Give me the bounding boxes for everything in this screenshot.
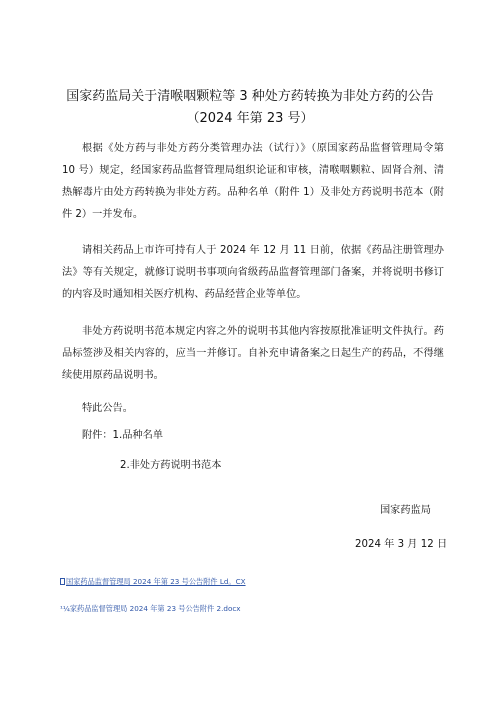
paragraph-legal-basis: 根据《处方药与非处方药分类管理办法（试行）》（原国家药品监督管理局令第 10 号）规定，经国家药品监督管理局组织论证和审核，清喉咽颗粒、固肾合剂、清热解毒片由处方药转换为非处方药。品种名单（附件 1）及非处方药说明书范本（附件 2）一并发布。 [62,143,444,220]
attachment-item-1: 附件：1.品种名单 [82,430,164,441]
issuer-name: 国家药监局 [380,505,431,516]
paragraph-filing-requirement: 请相关药品上市许可持有人于 2024 年 12 月 11 日前，依据《药品注册管理办法》等有关规定，就修订说明书事项向省级药品监督管理部门备案，并将说明书修订的内容及时通知相关医疗机构、药品经营企业等单位。 [62,245,444,300]
attachment-item-2: 2.非处方药说明书范本 [120,460,222,471]
issue-date: 2024 年 3 月 12 日 [355,539,448,550]
announcement-title: 国家药监局关于清喉咽颗粒等 3 种处方药转换为非处方药的公告（2024 年第 23 号） [66,89,434,126]
attachment-file-link-1[interactable] [60,577,246,587]
attachment-file-name-1: 国家药品监督管理局 2024 年第 23 号公告附件 Ld。CX [66,577,246,586]
closing-statement: 特此公告。 [82,403,133,414]
document-icon [60,578,65,585]
attachment-file-link-2[interactable]: ¹¼家药品监督管理局 2024 年第 23 号公告附件 2.docx [60,604,241,613]
paragraph-label-revision: 非处方药说明书范本规定内容之外的说明书其他内容按原批准证明文件执行。药品标签涉及相关内容的，应当一并修订。自补充申请备案之日起生产的药品，不得继续使用原药品说明书。 [62,326,444,381]
